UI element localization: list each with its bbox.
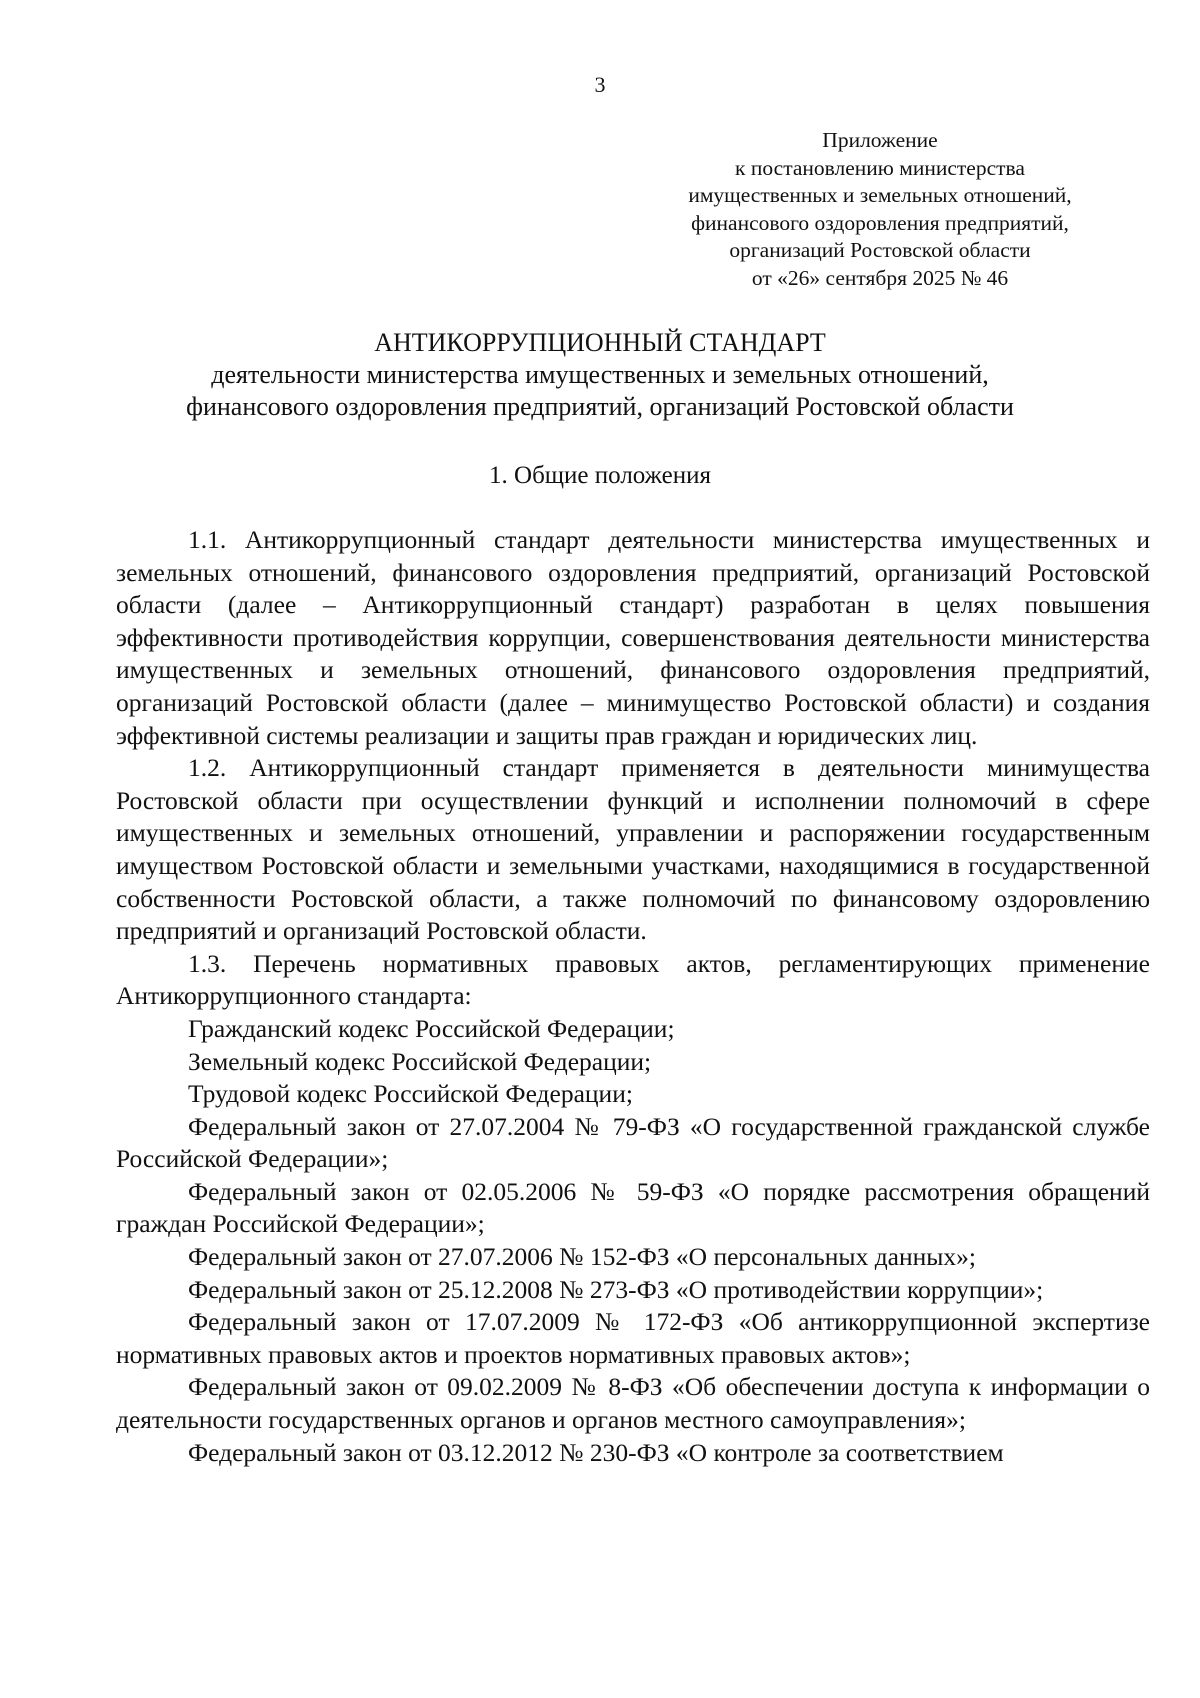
appendix-line: имущественных и земельных отношений, [688, 183, 1072, 207]
appendix-line: к постановлению министерства [735, 155, 1025, 180]
document-body [116, 524, 1150, 1469]
appendix-line: Приложение [822, 128, 938, 152]
legal-act-item: Федеральный закон от 03.12.2012 № 230-ФЗ «О контроле за соответствием [188, 1437, 1004, 1467]
legal-act-item: Федеральный закон от 02.05.2006 № 59-ФЗ «О порядке рассмотрения обращений граждан Российской Федерации»; [116, 1176, 1150, 1239]
title-subtitle-line: финансового оздоровления предприятий, организаций Ростовской области [186, 392, 1014, 421]
legal-act-item: Федеральный закон от 09.02.2009 № 8-ФЗ «Об обеспечении доступа к информации о деятельности государственных органов и органов местного самоуправления»; [116, 1372, 1150, 1435]
legal-act-item: Земельный кодекс Российской Федерации; [188, 1046, 652, 1076]
appendix-block [600, 127, 1160, 292]
paragraph: 1.3. Перечень нормативных правовых актов, регламентирующих применение Антикоррупционного стандарта: [116, 948, 1150, 1011]
appendix-line: от «26» сентября 2025 № 46 [751, 265, 1009, 290]
page-number: 3 [594, 72, 606, 97]
appendix-line: финансового оздоровления предприятий, [691, 210, 1069, 235]
legal-act-item: Трудовой кодекс Российской Федерации; [188, 1079, 633, 1109]
paragraph: 1.2. Антикоррупционный стандарт применяется в деятельности минимущества Ростовской области при осуществлении функций и исполнении полномочий в сфере имущественных и земельных отношений, управлении и распоряжении государственным имуществом Ростовской области и земельными участками, находящимися в государственной собственности Ростовской области, а также полномочий по финансовому оздоровлению предприятий и организаций Ростовской области. [116, 753, 1150, 946]
section-heading: 1. Общие положения [489, 462, 711, 489]
legal-act-item: Гражданский кодекс Российской Федерации; [188, 1013, 675, 1043]
legal-act-item: Федеральный закон от 27.07.2004 № 79-ФЗ «О государственной гражданской службе Российской Федерации»; [116, 1111, 1150, 1174]
appendix-line: организаций Ростовской области [729, 238, 1031, 262]
legal-act-item: Федеральный закон от 27.07.2006 № 152-ФЗ «О персональных данных»; [188, 1242, 976, 1272]
title-main: АНТИКОРРУПЦИОННЫЙ СТАНДАРТ [374, 328, 826, 357]
title-subtitle-line: деятельности министерства имущественных и земельных отношений, [211, 360, 989, 389]
legal-act-item: Федеральный закон от 17.07.2009 № 172-ФЗ «Об антикоррупционной экспертизе нормативных правовых актов и проектов нормативных правовых актов»; [116, 1307, 1150, 1369]
paragraph: 1.1. Антикоррупционный стандарт деятельности министерства имущественных и земельных отношений, финансового оздоровления предприятий, организаций Ростовской области (далее – Антикоррупционный стандарт) разработан в целях повышения эффективности противодействия коррупции, совершенствования деятельности министерства имущественных и земельных отношений, финансового оздоровления предприятий, организаций Ростовской области (далее – минимущество Ростовской области) и создания эффективной системы реализации и защиты прав граждан и юридических лиц. [116, 525, 1150, 750]
legal-act-item: Федеральный закон от 25.12.2008 № 273-ФЗ «О противодействии коррупции»; [188, 1274, 1044, 1304]
document-title [100, 327, 1100, 423]
